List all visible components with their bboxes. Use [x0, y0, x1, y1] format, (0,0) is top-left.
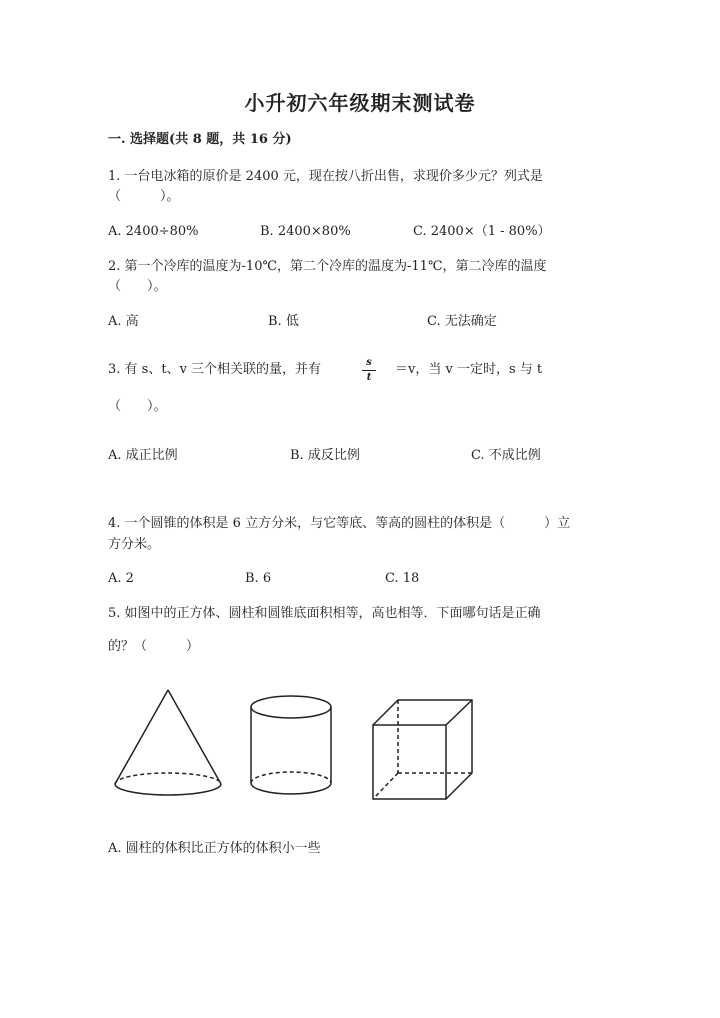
- option-c[interactable]: C. 18: [385, 571, 420, 586]
- question-text: 1. 一台电冰箱的原价是 2400 元，现在按八折出售，求现价多少元？列式是: [108, 169, 543, 184]
- option-a[interactable]: A. 2: [108, 571, 134, 586]
- answer-blank: 的？（ ）: [108, 639, 200, 654]
- option-b[interactable]: B. 成反比例: [290, 448, 360, 463]
- option-a[interactable]: A. 成正比例: [108, 448, 178, 463]
- fraction-s-over-t: [362, 357, 376, 384]
- option-a[interactable]: A. 2400÷80%: [108, 224, 199, 239]
- option-b[interactable]: B. 低: [268, 314, 299, 329]
- page-title: 小升初六年级期末测试卷: [244, 91, 476, 115]
- option-a[interactable]: A. 圆柱的体积比正方体的体积小一些: [108, 841, 321, 856]
- cube-figure: [368, 695, 480, 805]
- question-text: 4. 一个圆锥的体积是 6 立方分米，与它等底、等高的圆柱的体积是（ ）立: [108, 516, 571, 531]
- answer-blank: （ ）。: [108, 279, 167, 294]
- fraction-bar: [362, 370, 376, 371]
- option-b[interactable]: B. 2400×80%: [260, 224, 351, 239]
- option-b[interactable]: B. 6: [245, 571, 272, 586]
- option-c[interactable]: C. 无法确定: [427, 314, 497, 329]
- cone-figure: [110, 685, 230, 805]
- answer-blank: （ ）。: [108, 189, 180, 204]
- question-text-continued: ＝v，当 v 一定时，s 与 t: [395, 362, 543, 377]
- section-heading: 一. 选择题(共 8 题，共 16 分): [108, 132, 292, 147]
- option-c[interactable]: C. 2400×（1 - 80%）: [413, 224, 551, 239]
- cylinder-figure: [245, 690, 340, 805]
- option-a[interactable]: A. 高: [108, 314, 139, 329]
- numerator: s: [366, 357, 372, 368]
- option-c[interactable]: C. 不成比例: [471, 448, 541, 463]
- question-text: 2. 第一个冷库的温度为-10℃，第二个冷库的温度为-11℃，第二冷库的温度: [108, 259, 547, 274]
- question-text: 5. 如图中的正方体、圆柱和圆锥底面积相等，高也相等．下面哪句话是正确: [108, 606, 541, 621]
- question-text: 3. 有 s、t、v 三个相关联的量，并有: [108, 362, 322, 377]
- question-text-continued: 方分米。: [108, 537, 161, 552]
- answer-blank: （ ）。: [108, 399, 167, 414]
- denominator: t: [366, 372, 372, 383]
